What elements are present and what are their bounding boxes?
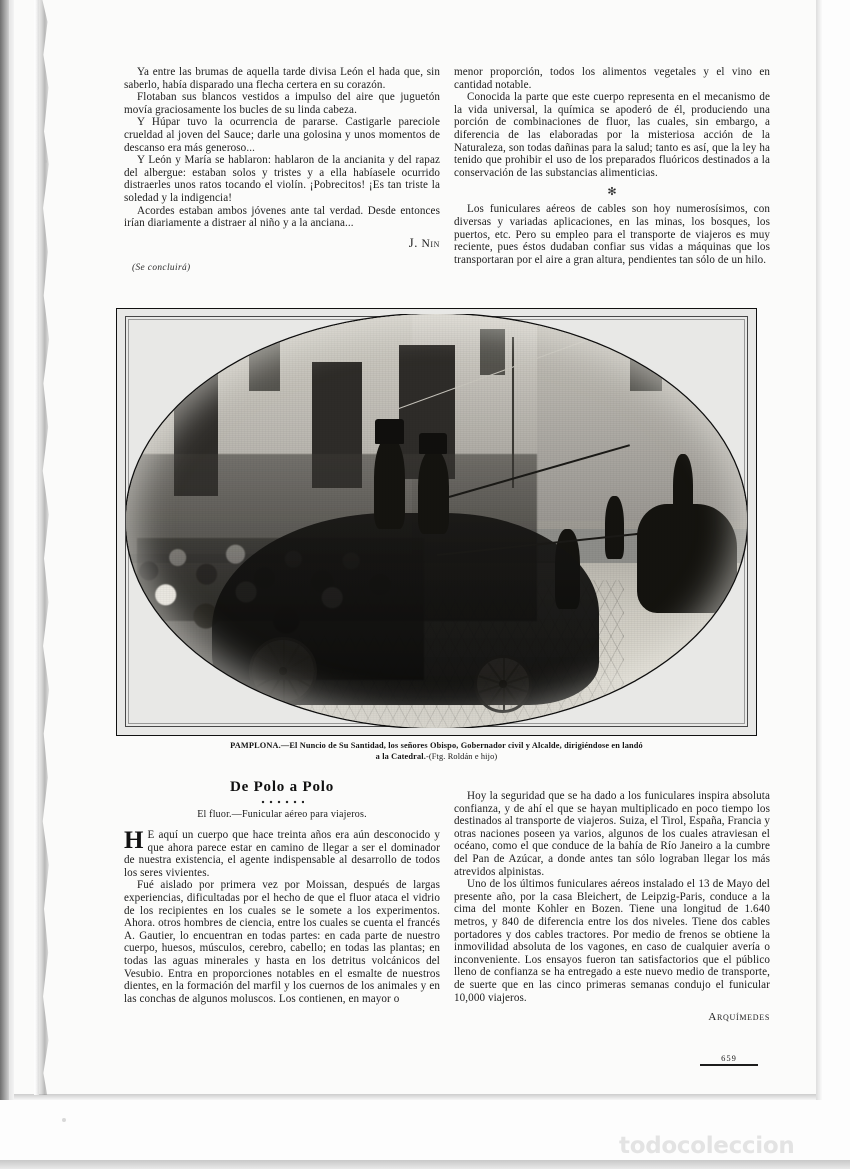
paragraph: Conocida la parte que este cuerpo representa en el mecanismo de la vida universal, la química se apoderó de él, produciendo una porción de combinaciones de fluor, las cuales, sin embargo, a diferencia de las elaboradas por la misteriosa acción de la Naturaleza, son todas dañinas para la salud; tanto es así, que la ley ha tenido que prohibir el uso de los preparados fluóricos destinados a la conservación de las substancias alimenticias.	[454, 91, 770, 179]
article-left-column	[124, 829, 440, 1005]
paragraph: menor proporción, todos los alimentos vegetales y el vino en cantidad notable.	[454, 66, 770, 91]
paragraph: Acordes estaban ambos jóvenes ante tal verdad. Desde entonces irían diariamente a distraer al niño y a la anciana...	[124, 204, 440, 230]
paragraph: Los funiculares aéreos de cables son hoy numerosísimos, con diversas y variadas aplicaciones, en las minas, los bosques, los puertos, etc. Pero su empleo para el transporte de viajeros es muy reciente, pues éstos dudaban confiar sus vidas a máquinas que los transportaran por el aire a gran altura, pendientes tan sólo de un hilo.	[454, 203, 770, 266]
photograph-block	[116, 308, 757, 736]
photo-vignette-glow	[126, 314, 747, 728]
article-title-ornament	[260, 799, 304, 805]
byline-surname: Nin	[421, 237, 440, 250]
paragraph-text: aquí un cuerpo que hace treinta años era aún desconocido y que ahora parece estar en camino de llegar a ser el dominador de nuestra existencia, el agente indispensable al desarrollo de todos los seres vivientes.	[124, 829, 440, 879]
photograph-image	[126, 314, 747, 728]
page-folio	[700, 1053, 758, 1066]
article-right-column	[454, 790, 770, 1024]
paragraph: Ya entre las brumas de aquella tarde divisa León el hada que, sin saberlo, había disparado una flecha certera en su corazón.	[124, 66, 440, 91]
photograph-oval-wrapper	[126, 314, 747, 728]
continuation-note: (Se concluirá)	[132, 263, 191, 274]
top-right-column	[454, 66, 770, 266]
article-dropcap: H	[124, 827, 144, 854]
scan-bottom-bar	[0, 1160, 850, 1169]
top-left-column	[124, 66, 440, 275]
paragraph: Fué aislado por primera vez por Moissan, después de largas experiencias, dificultadas por el hecho de que el fluor ataca el vidrio de los recipientes en los cuales se le somete a los experimentos. Ahora. otros hombres de ciencia, entre los cuales se cuenta el francés A. Gautier, lo encuentran en todas partes: en cada parte de nuestro cuerpo, huesos, músculos, cerebro, cabello; en todas las plantas; en todas las aguas minerales y hasta en los detritus volcánicos del Vesubio. Entra en proporciones notables en el esmalte de nuestros dientes, en la formación del marfil y los cuernos de los animales y en las conchas de algunos moluscos. Los contienen, en mayor o	[124, 879, 440, 1005]
photograph-oval-vignette	[126, 314, 747, 728]
folio-rule	[700, 1064, 758, 1066]
paragraph-with-dropcap	[124, 829, 440, 879]
paragraph: Hoy la seguridad que se ha dado a los funiculares inspira absoluta confianza, y de ahí el que se hayan multiplicado en poco tiempo los destinados al transporte de viajeros. Suiza, el Tirol, España, Francia y otras naciones poseen ya varios, algunos de los cuales atraviesan el océano, como el que conduce de la bahía de Río Janeiro a la cumbre del Pan de Azúcar, a donde antes tan sólo lograban llegar los más atrevidos alpinistas.	[454, 790, 770, 878]
article-title: De Polo a Polo	[229, 779, 335, 795]
article-subtitle: El fluor.—Funicular aéreo para viajeros.	[197, 809, 367, 820]
page-number: 659	[721, 1053, 737, 1063]
photograph-caption	[116, 741, 757, 762]
caption-line-1: PAMPLONA.—El Nuncio de Su Santidad, los señores Obispo, Gobernador civil y Alcalde, dirigiéndose en landó	[230, 741, 643, 750]
caption-line-2: a la Catedral.	[375, 751, 426, 761]
asterisk-separator: ✻	[607, 186, 617, 199]
paragraph: Y Húpar tuvo la ocurrencia de pararse. Castigarle pareciole crueldad al joven del Sauce; darle una golosina y unos momentos de descanso era más generoso...	[124, 116, 440, 154]
paragraph: Uno de los últimos funiculares aéreos instalado el 13 de Mayo del presente año, por la casa Bleichert, de Leipzig-Paris, conduce a la cima del monte Kohler en Bozen. Tiene una longitud de 1.640 metros, y 840 de diferencia entre los dos niveles. Tiene dos cables portadores y dos cables tractores. Por medio de frenos se obtiene la inmovilidad absoluta de los vagones, en caso de cualquier avería o inconveniente. Los ensayos fueron tan satisfactorios que el público lleno de confianza se ha entregado a este nuevo medio de transporte, de suerte que en las cinco primeras semanas condujo el funicular 10,000 viajeros.	[454, 878, 770, 1004]
paragraph: Flotaban sus blancos vestidos a impulso del aire que juguetón movía graciosamente los bucles de su linda cabeza.	[124, 91, 440, 116]
photograph-credit: -(Ftg. Roldán e hijo)	[425, 751, 498, 761]
byline-initial: J.	[408, 235, 418, 250]
article-lead-smallcaps: E	[147, 829, 155, 841]
watermark-todocoleccion: todocoleccion	[619, 1133, 795, 1159]
story-byline	[124, 237, 440, 251]
article-signature: Arquímedes	[708, 1011, 770, 1024]
paragraph: Y León y María se hablaron: hablaron de la ancianita y del rapaz del albergue: estaban solos y tristes y a ella habíasele ocurrido distraerles unos ratos tocando el violín. ¡Pobrecitos! ¡Es tan triste la soledad y la indigencia!	[124, 154, 440, 204]
article-heading	[124, 779, 440, 820]
